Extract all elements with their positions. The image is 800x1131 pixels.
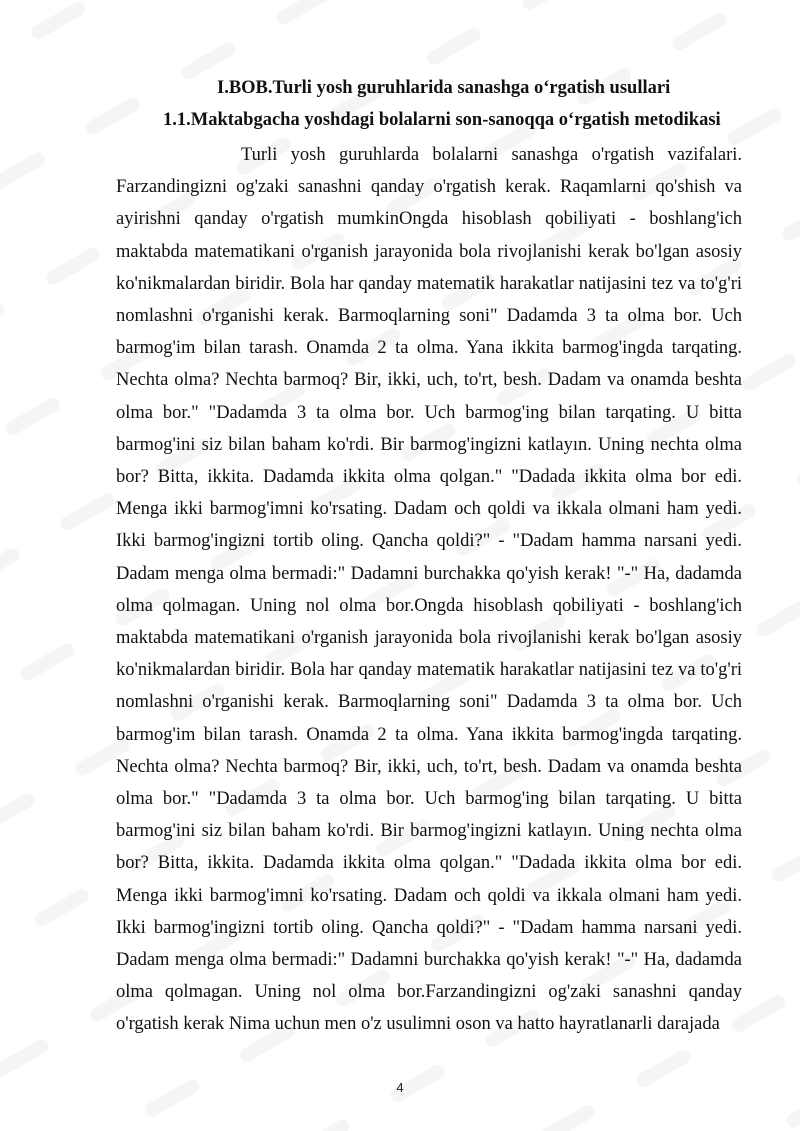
- page-number: 4: [396, 1080, 404, 1095]
- chapter-title: I.BOB.Turli yosh guruhlarida sanashga o‘rgatish usullari: [217, 78, 671, 98]
- section-title: 1.1.Maktabgacha yoshdagi bolalarni son-sanoqqa o‘rgatish metodikasi: [163, 110, 721, 130]
- body-paragraph: Turli yosh guruhlarda bolalarni sanashga o'rgatish vazifalari. Farzandingizni og'zaki sanashni qanday o'rgatish kerak. Raqamlarni qo'shish va ayirishni qanday o'rgatish mumkinOngda hisoblash qobiliyati - boshlang'ich maktabda matematikani o'rganish jarayonida bola rivojlanishi kerak bo'lgan asosiy ko'nikmalardan biridir. Bola har qanday matematik harakatlar natijasini tez va to'g'ri nomlashni o'rganishi kerak. Barmoqlarning soni" Dadamda 3 ta olma bor. Uch barmog'im bilan tarash. Onamda 2 ta olma. Yana ikkita barmog'ingda tarqating. Nechta olma? Nechta barmoq? Bir, ikki, uch, to'rt, besh. Dadam va onamda beshta olma bor." "Dadamda 3 ta olma bor. Uch barmog'ing bilan tarqating. U bitta barmog'ini siz bilan baham ko'rdi. Bir barmog'ingizni katlayın. Uning nechta olma bor? Bitta, ikkita. Dadamda ikkita olma qolgan." "Dadada ikkita olma bor edi. Menga ikki barmog'imni ko'rsating. Dadam och qoldi va ikkala olmani ham yedi. Ikki barmog'ingizni tortib oling. Qancha qoldi?" - "Dadam hamma narsani yedi. Dadam menga olma bermadi:" Dadamni burchakka qo'yish kerak! "-" Ha, dadamda olma qolmagan. Uning nol olma bor.Ongda hisoblash qobiliyati - boshlang'ich maktabda matematikani o'rganish jarayonida bola rivojlanishi kerak bo'lgan asosiy ko'nikmalardan biridir. Bola har qanday matematik harakatlar natijasini tez va to'g'ri nomlashni o'rganishi kerak. Barmoqlarning soni" Dadamda 3 ta olma bor. Uch barmog'im bilan tarash. Onamda 2 ta olma. Yana ikkita barmog'ingda tarqating. Nechta olma? Nechta barmoq? Bir, ikki, uch, to'rt, besh. Dadam va onamda beshta olma bor." "Dadamda 3 ta olma bor. Uch barmog'ing bilan tarqating. U bitta barmog'ini siz bilan baham ko'rdi. Bir barmog'ingizni katlayın. Uning nechta olma bor? Bitta, ikkita. Dadamda ikkita olma qolgan." "Dadada ikkita olma bor edi. Menga ikki barmog'imni ko'rsating. Dadam och qoldi va ikkala olmani ham yedi. Ikki barmog'ingizni tortib oling. Qancha qoldi?" - "Dadam hamma narsani yedi. Dadam menga olma bermadi:" Dadamni burchakka qo'yish kerak! "-" Ha, dadamda olma qolmagan. Uning nol olma bor.Farzandingizni og'zaki sanashni qanday o'rgatish kerak Nima uchun men o'z usulimni oson va hatto hayratlanarli darajada: [116, 145, 742, 1035]
